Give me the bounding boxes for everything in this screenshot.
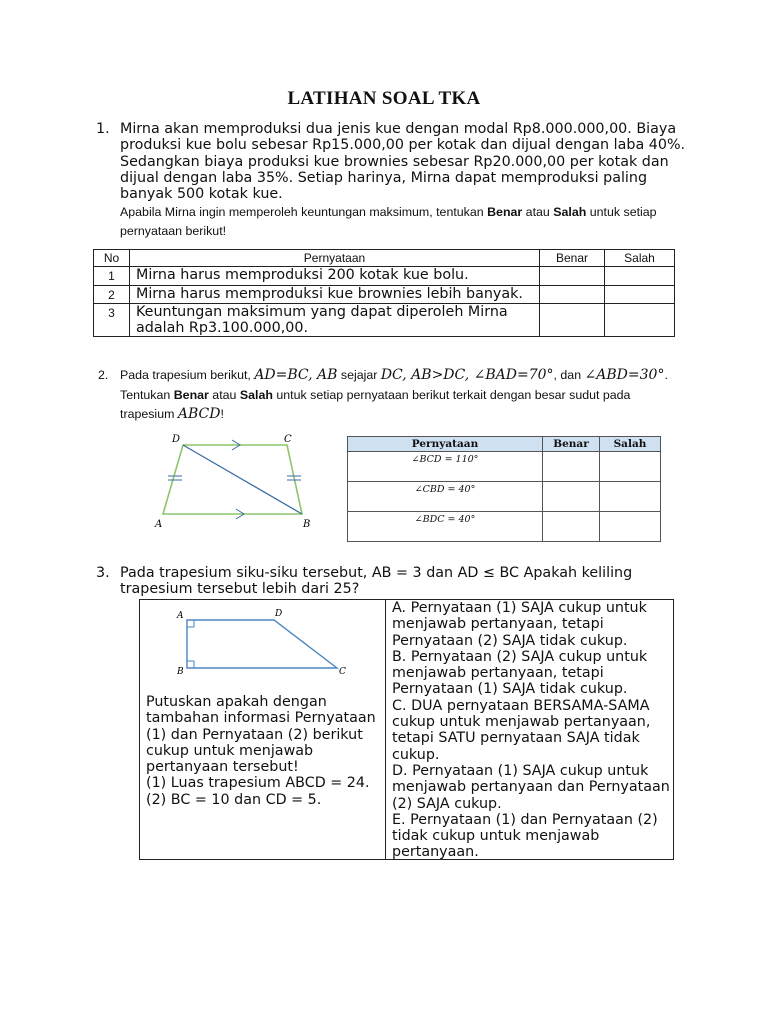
statement-1: (1) Luas trapesium ABCD = 24. <box>146 775 370 792</box>
row-statement: Mirna harus memproduksi kue brownies lebih banyak. <box>130 285 540 303</box>
vertex-label-a: A <box>155 519 163 530</box>
table-header <box>94 250 675 267</box>
question-number: 1. <box>96 121 110 137</box>
question-number: 3. <box>96 565 110 581</box>
statement-table-2 <box>347 436 661 542</box>
column-header-salah: Salah <box>600 437 661 452</box>
salah-cell[interactable] <box>605 267 675 285</box>
column-header-statement: Pernyataan <box>348 437 543 452</box>
table-row <box>348 482 661 512</box>
option-d[interactable]: D. Pernyataan (1) SAJA cukup untuk menjawab pertanyaan dan Pernyataan (2) SAJA cukup. <box>392 762 670 812</box>
statement-table-1 <box>93 249 675 337</box>
column-header-no: No <box>94 250 130 267</box>
question-number: 2. <box>98 368 109 382</box>
question-3-answer-box <box>139 599 674 860</box>
column-header-benar: Benar <box>540 250 605 267</box>
statement-2: (2) BC = 10 dan CD = 5. <box>146 791 322 808</box>
question-instruction: Apabila Mirna ingin memperoleh keuntungan maksimum, tentukan Benar atau Salah untuk setiap pernyataan berikut! <box>120 205 657 239</box>
question-2 <box>98 366 678 425</box>
benar-cell[interactable] <box>543 482 600 512</box>
table-row <box>94 285 675 303</box>
option-c[interactable]: C. DUA pernyataan BERSAMA-SAMA cukup untuk menjawab pertanyaan, tetapi SATU pernyataan SAJA tidak cukup. <box>392 697 651 763</box>
vertex-label-d: D <box>275 609 283 619</box>
option-e[interactable]: E. Pernyataan (1) dan Pernyataan (2) tidak cukup untuk menjawab pertanyaan. <box>392 811 658 861</box>
row-statement: ∠CBD = 40° <box>348 482 543 512</box>
row-number: 1 <box>94 267 130 285</box>
vertex-label-b: B <box>303 519 311 530</box>
question-3 <box>96 565 686 598</box>
row-statement: ∠BCD = 110° <box>348 452 543 482</box>
vertex-label-b: B <box>177 667 184 677</box>
table-row <box>94 267 675 285</box>
left-column <box>140 600 386 859</box>
page-title: LATIHAN SOAL TKA <box>287 88 481 109</box>
row-statement: Keuntungan maksimum yang dapat diperoleh Mirna adalah Rp3.100.000,00. <box>130 303 540 337</box>
table-row <box>348 452 661 482</box>
salah-cell[interactable] <box>605 303 675 337</box>
vertex-label-c: C <box>284 434 292 445</box>
trapezoid-figure-isosceles <box>150 432 330 532</box>
row-statement: Mirna harus memproduksi 200 kotak kue bolu. <box>130 267 540 285</box>
benar-cell[interactable] <box>540 285 605 303</box>
benar-cell[interactable] <box>543 512 600 542</box>
table-row <box>94 303 675 337</box>
vertex-label-a: A <box>177 611 184 621</box>
question-text: Pada trapesium berikut, AD=BC, AB sejajar DC, AB>DC, ∠BAD=70°, dan ∠ABD=30°. Tentukan Benar atau Salah untuk setiap pernyataan berikut terkait dengan besar sudut pada trapesium ABCD! <box>120 367 668 422</box>
table-header <box>348 437 661 452</box>
salah-cell[interactable] <box>600 512 661 542</box>
options-column <box>386 600 674 859</box>
vertex-label-d: D <box>172 434 181 445</box>
salah-cell[interactable] <box>600 452 661 482</box>
question-text: Mirna akan memproduksi dua jenis kue dengan modal Rp8.000.000,00. Biaya produksi kue bolu sebesar Rp15.000,00 per kotak dan dijual dengan laba 40%. Sedangkan biaya produksi kue brownies sebesar Rp20.000,00 per kotak dan dijual dengan laba 35%. Setiap harinya, Mirna dapat memproduksi paling banyak 500 kotak kue. <box>120 121 686 203</box>
row-number: 3 <box>94 303 130 337</box>
right-trapezoid-figure <box>170 602 370 682</box>
option-b[interactable]: B. Pernyataan (2) SAJA cukup untuk menjawab pertanyaan, tetapi Pernyataan (1) SAJA tidak cukup. <box>392 648 648 698</box>
salah-cell[interactable] <box>600 482 661 512</box>
question-text: Pada trapesium siku-siku tersebut, AB = 3 dan AD ≤ BC Apakah keliling trapesium tersebut lebih dari 25? <box>120 565 633 598</box>
option-a[interactable]: A. Pernyataan (1) SAJA cukup untuk menjawab pertanyaan, tetapi Pernyataan (2) SAJA tidak cukup. <box>392 600 647 649</box>
instruction-text: Putuskan apakah dengan tambahan informasi Pernyataan (1) dan Pernyataan (2) berikut cukup untuk menjawab pertanyaan tersebut! (1) Luas trapesium ABCD = 24. (2) BC = 10 dan CD = 5. <box>146 694 382 808</box>
row-statement: ∠BDC = 40° <box>348 512 543 542</box>
benar-cell[interactable] <box>543 452 600 482</box>
column-header-benar: Benar <box>543 437 600 452</box>
row-number: 2 <box>94 285 130 303</box>
question-1 <box>96 121 686 241</box>
salah-cell[interactable] <box>605 285 675 303</box>
column-header-salah: Salah <box>605 250 675 267</box>
benar-cell[interactable] <box>540 303 605 337</box>
column-header-statement: Pernyataan <box>130 250 540 267</box>
table-row <box>348 512 661 542</box>
vertex-label-c: C <box>339 667 346 677</box>
benar-cell[interactable] <box>540 267 605 285</box>
